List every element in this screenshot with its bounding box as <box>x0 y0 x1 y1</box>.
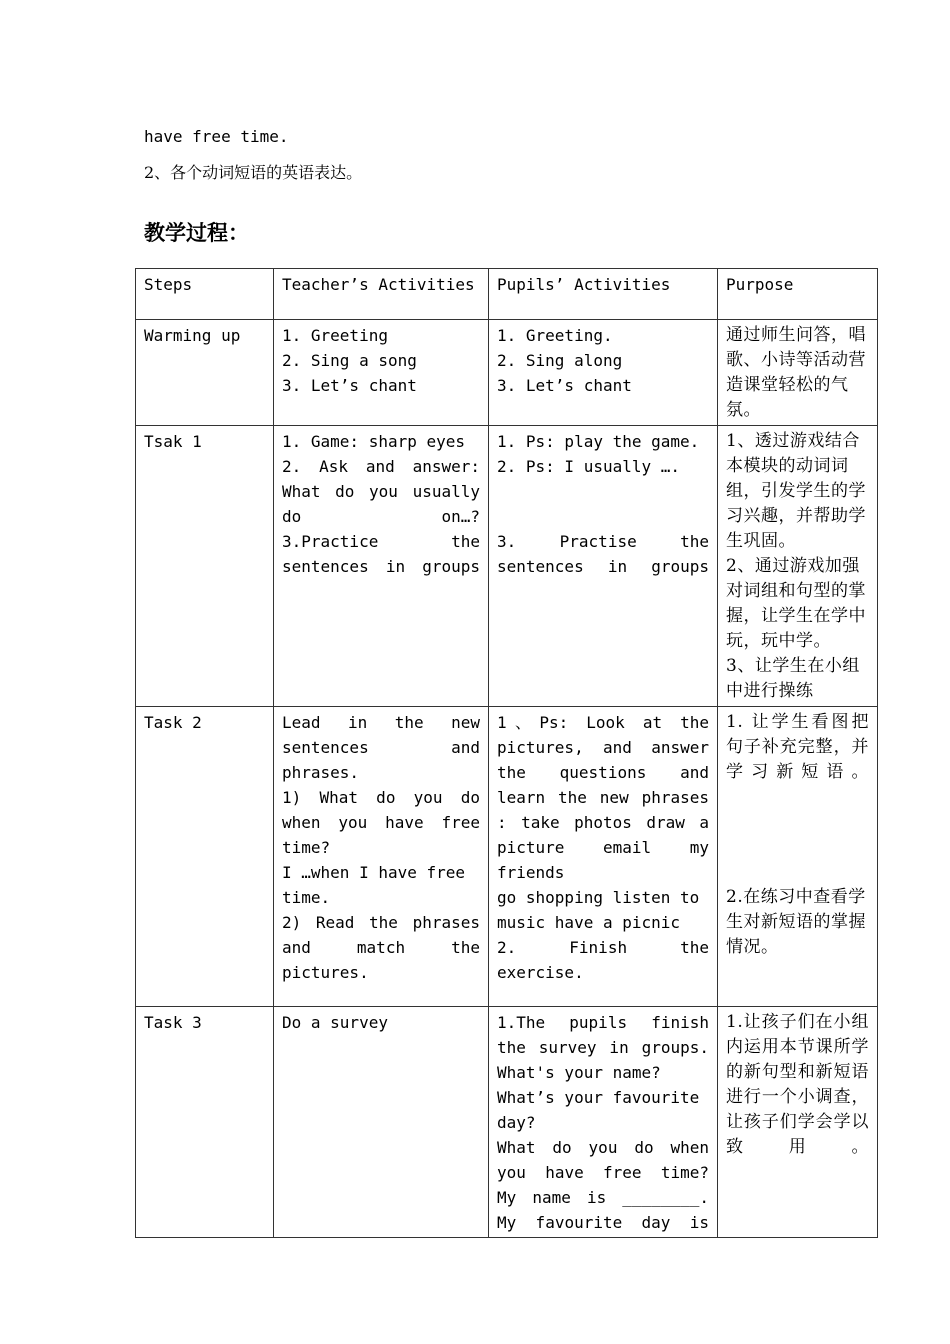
header-steps: Steps <box>136 269 274 320</box>
pupils-cell <box>489 320 718 426</box>
purpose-cell <box>718 426 878 707</box>
teacher-item: 2. Ask and answer: What do you usually do on…? <box>282 457 490 526</box>
section-heading: 教学过程： <box>144 221 249 245</box>
table-row <box>136 1007 878 1238</box>
pupils-item: go shopping listen to music have a picnic <box>497 888 709 932</box>
teacher-item: 3.Practice the sentences in groups <box>282 532 490 576</box>
intro-line-2: 2、各个动词短语的英语表达。 <box>144 163 363 182</box>
table-row <box>136 426 878 707</box>
teacher-item: 1. Greeting <box>282 326 388 345</box>
pupils-item: 2. Ps: I usually …. <box>497 457 681 476</box>
teacher-item: 2) Read the phrases and match the pictures. <box>282 913 490 982</box>
teacher-cell <box>274 426 489 707</box>
step-cell: Task 3 <box>136 1007 274 1238</box>
pupils-item: 2. Finish the exercise. <box>497 938 719 982</box>
step-cell: Task 2 <box>136 707 274 1007</box>
purpose-text: 1. 让学生看图把句子补充完整，并学习新短语。 <box>726 712 869 782</box>
pupils-item: 1.The pupils finish the survey in groups. <box>497 1013 719 1057</box>
purpose-text: 1.让孩子们在小组内运用本节课所学的新句型和新短语进行一个小调查，让孩子们学会学以致用。 <box>726 1012 869 1157</box>
pupils-item: What's your name? <box>497 1063 661 1082</box>
step-cell: Tsak 1 <box>136 426 274 707</box>
pupils-item: 2. Sing along <box>497 351 623 370</box>
purpose-cell <box>718 320 878 426</box>
teacher-cell <box>274 320 489 426</box>
lesson-table <box>135 268 878 1238</box>
teacher-item: Do a survey <box>282 1013 388 1032</box>
purpose-cell <box>718 1007 878 1238</box>
header-pupils: Pupils’ Activities <box>489 269 718 320</box>
header-purpose: Purpose <box>718 269 878 320</box>
teacher-item: 1) What do you do when you have free time? <box>282 788 490 857</box>
teacher-item: Lead in the new sentences and phrases. <box>282 713 490 782</box>
pupils-cell <box>489 1007 718 1238</box>
step-cell: Warming up <box>136 320 274 426</box>
pupils-item: 3. Let’s chant <box>497 376 632 395</box>
header-teacher: Teacher’s Activities <box>274 269 489 320</box>
pupils-item: 1. Ps: play the game. <box>497 432 700 451</box>
teacher-item: I …when I have free time. <box>282 863 475 907</box>
purpose-text: 2、通过游戏加强对词组和句型的掌握，让学生在学中玩，玩中学。 <box>726 556 866 651</box>
teacher-item: 2. Sing a song <box>282 351 417 370</box>
table-header-row <box>136 269 878 320</box>
teacher-cell <box>274 707 489 1007</box>
pupils-cell <box>489 707 718 1007</box>
pupils-item: 1、Ps: Look at the pictures, and answer the questions and learn the new phrases : take photos draw a picture email my friends <box>497 713 719 882</box>
pupils-item: My name is ________. <box>497 1188 709 1207</box>
purpose-text: 2.在练习中查看学生对新短语的掌握情况。 <box>726 887 866 957</box>
teacher-item: 3. Let’s chant <box>282 376 417 395</box>
purpose-text: 通过师生问答，唱歌、小诗等活动营造课堂轻松的气氛。 <box>726 325 866 420</box>
teacher-item: 1. Game: sharp eyes <box>282 432 466 451</box>
pupils-item: My favourite day is <box>497 1213 709 1232</box>
pupils-item: 1. Greeting. <box>497 326 613 345</box>
pupils-item: 3. Practise the sentences in groups <box>497 532 719 576</box>
table-row <box>136 320 878 426</box>
pupils-item: What’s your favourite day? <box>497 1088 709 1132</box>
table-row <box>136 707 878 1007</box>
pupils-item: What do you do when you have free time? <box>497 1138 719 1182</box>
intro-line-1: have free time. <box>144 127 289 146</box>
purpose-cell <box>718 707 878 1007</box>
purpose-text: 1、透过游戏结合本模块的动词词组，引发学生的学习兴趣，并帮助学生巩固。 <box>726 431 866 551</box>
teacher-cell <box>274 1007 489 1238</box>
pupils-cell <box>489 426 718 707</box>
purpose-text: 3、让学生在小组中进行操练 <box>726 656 860 701</box>
